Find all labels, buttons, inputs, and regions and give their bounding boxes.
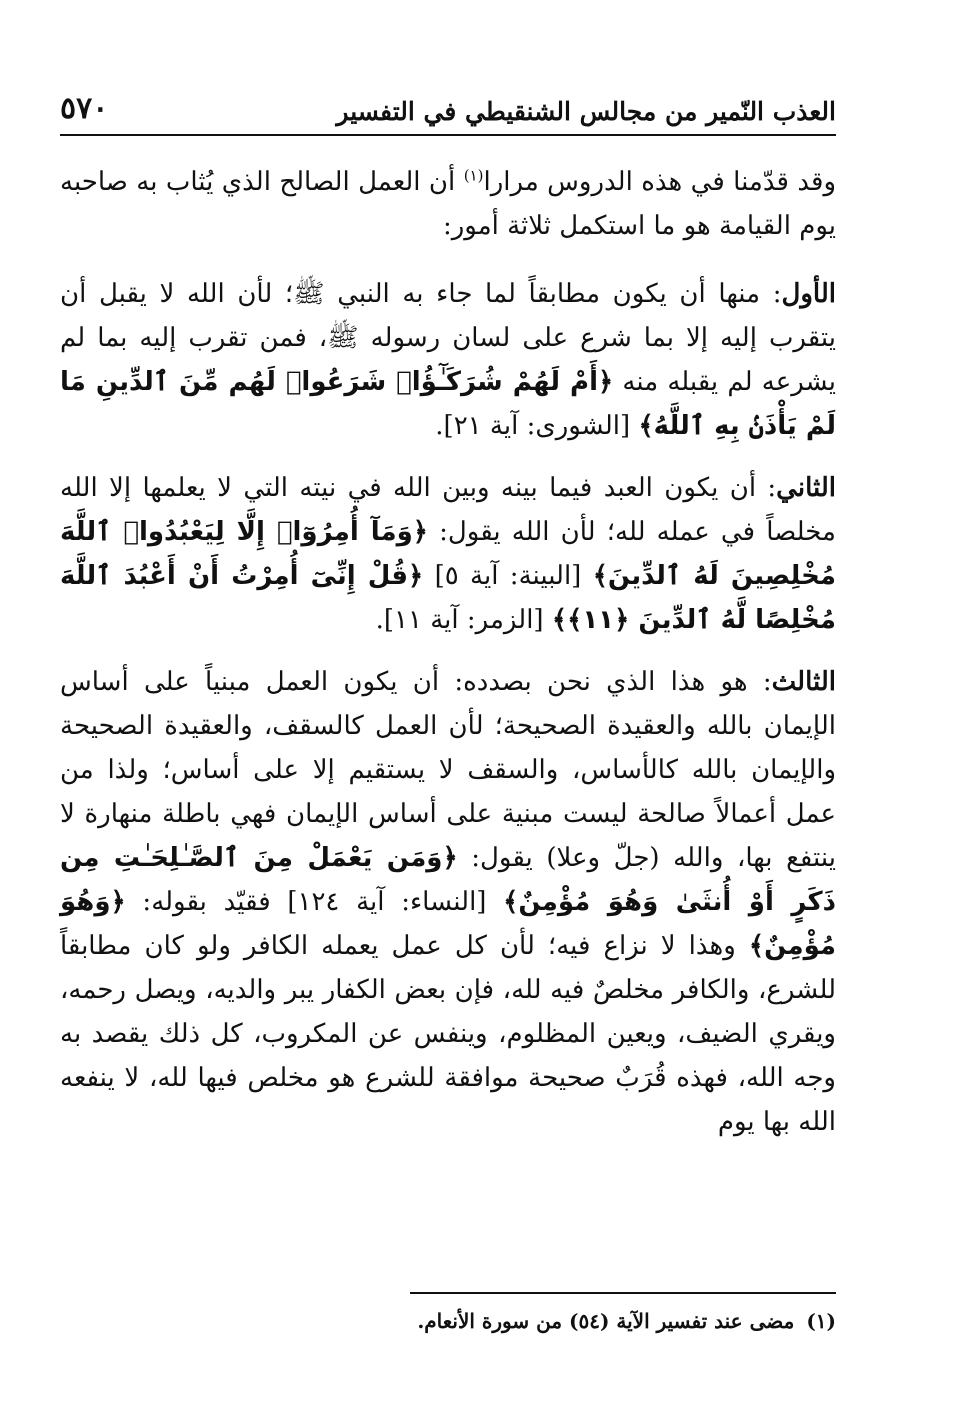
footnote-number: (١): [806, 1309, 836, 1333]
intro-text-before: وقد قدّمنا في هذه الدروس مرارا: [483, 167, 836, 197]
third-text-2: وهذا لا نزاع فيه؛ لأن كل عمل يعمله الكافر ولو كان مطابقاً للشرع، والكافر مخلصٌ فيه لله، فإن بعض الكفار يبر والديه، ويصل رحمه، ويقري الضيف، ويعين المظلوم، وينفس عن المكروب، كل ذلك يقصد به وجه الله، فهذه قُرَبٌ صحيحة موافقة للشرع هو مخلص فيها لله، لا ينفعه الله بها يوم: [60, 931, 836, 1137]
footnote-divider: [410, 1292, 836, 1294]
footnote: [60, 1306, 836, 1336]
footnote-text: مضى عند تفسير الآية (٥٤) من سورة الأنعام.: [417, 1309, 795, 1333]
running-title: العذب النّمير من مجالس الشنقيطي في التفسير: [336, 97, 836, 126]
first-verse: ﴿أَمْ لَهُمْ شُرَكَـٰٓؤُا۟ شَرَعُوا۟ لَهُم مِّنَ ٱلدِّينِ مَا لَمْ يَأْذَنۢ بِهِ ٱللَّهُ﴾: [60, 367, 836, 441]
third-verse-2: ﴿وَهُوَ مُؤْمِنٌ﴾: [60, 887, 836, 961]
first-reference: [الشورى: آية ٢١].: [435, 411, 639, 441]
first-condition-paragraph: [60, 272, 836, 448]
first-label: الأول: [781, 279, 836, 309]
intro-text-after: أن العمل الصالح الذي يُثاب به صاحبه يوم القيامة هو ما استكمل ثلاثة أمور:: [60, 167, 836, 241]
second-reference-2: [الزمر: آية ١١].: [375, 605, 552, 635]
third-text-1: : هو هذا الذي نحن بصدده: أن يكون العمل مبنياً على أساس الإيمان بالله والعقيدة الصحيحة؛ لأن العمل كالسقف، والعقيدة الصحيحة والإيمان بالله كالأساس، والسقف لا يستقيم إلا على أساس؛ ولذا من عمل أعمالاً صالحة ليست مبنية على أساس الإيمان فهي باطلة منهارة لا ينتفع بها، والله (جلّ وعلا) يقول:: [60, 667, 836, 873]
page-number: ٥٧٠: [60, 91, 109, 126]
book-page: [60, 0, 836, 1412]
third-verse-1: ﴿وَمَن يَعْمَلْ مِنَ ٱلصَّـٰلِحَـٰتِ مِن ذَكَرٍ أَوْ أُنثَىٰ وَهُوَ مُؤْمِنٌ﴾: [60, 843, 836, 917]
second-condition-paragraph: [60, 466, 836, 642]
third-label: الثالث: [771, 667, 836, 697]
second-text: : أن يكون العبد فيما بينه وبين الله في نيته التي لا يعلمها إلا الله مخلصاً في عمله لله؛ لأن الله يقول:: [60, 473, 836, 547]
third-condition-paragraph: [60, 660, 836, 1144]
page-body: [60, 160, 836, 1162]
first-text: : منها أن يكون مطابقاً لما جاء به النبي ﷺ؛ لأن الله لا يقبل أن يتقرب إليه إلا بما شرع على لسان رسوله ﷺ، فمن تقرب إليه بما لم يشرعه لم يقبله منه: [60, 279, 836, 397]
second-label: الثاني: [776, 473, 836, 503]
second-reference-1: [البينة: آية ٥]: [423, 561, 593, 591]
intro-paragraph: [60, 160, 836, 248]
second-verse-2: ﴿قُلْ إِنِّىٓ أُمِرْتُ أَنْ أَعْبُدَ ٱللَّهَ مُخْلِصًا لَّهُ ٱلدِّينَ ﴿١١﴾﴾: [60, 561, 836, 635]
second-verse-1: ﴿وَمَآ أُمِرُوٓا۟ إِلَّا لِيَعْبُدُوا۟ ٱللَّهَ مُخْلِصِينَ لَهُ ٱلدِّينَ﴾: [60, 517, 836, 591]
footnote-marker: (١): [463, 166, 484, 185]
third-reference-1: [النساء: آية ١٢٤] فقيّد بقوله:: [125, 887, 504, 917]
page-header: [60, 91, 836, 136]
